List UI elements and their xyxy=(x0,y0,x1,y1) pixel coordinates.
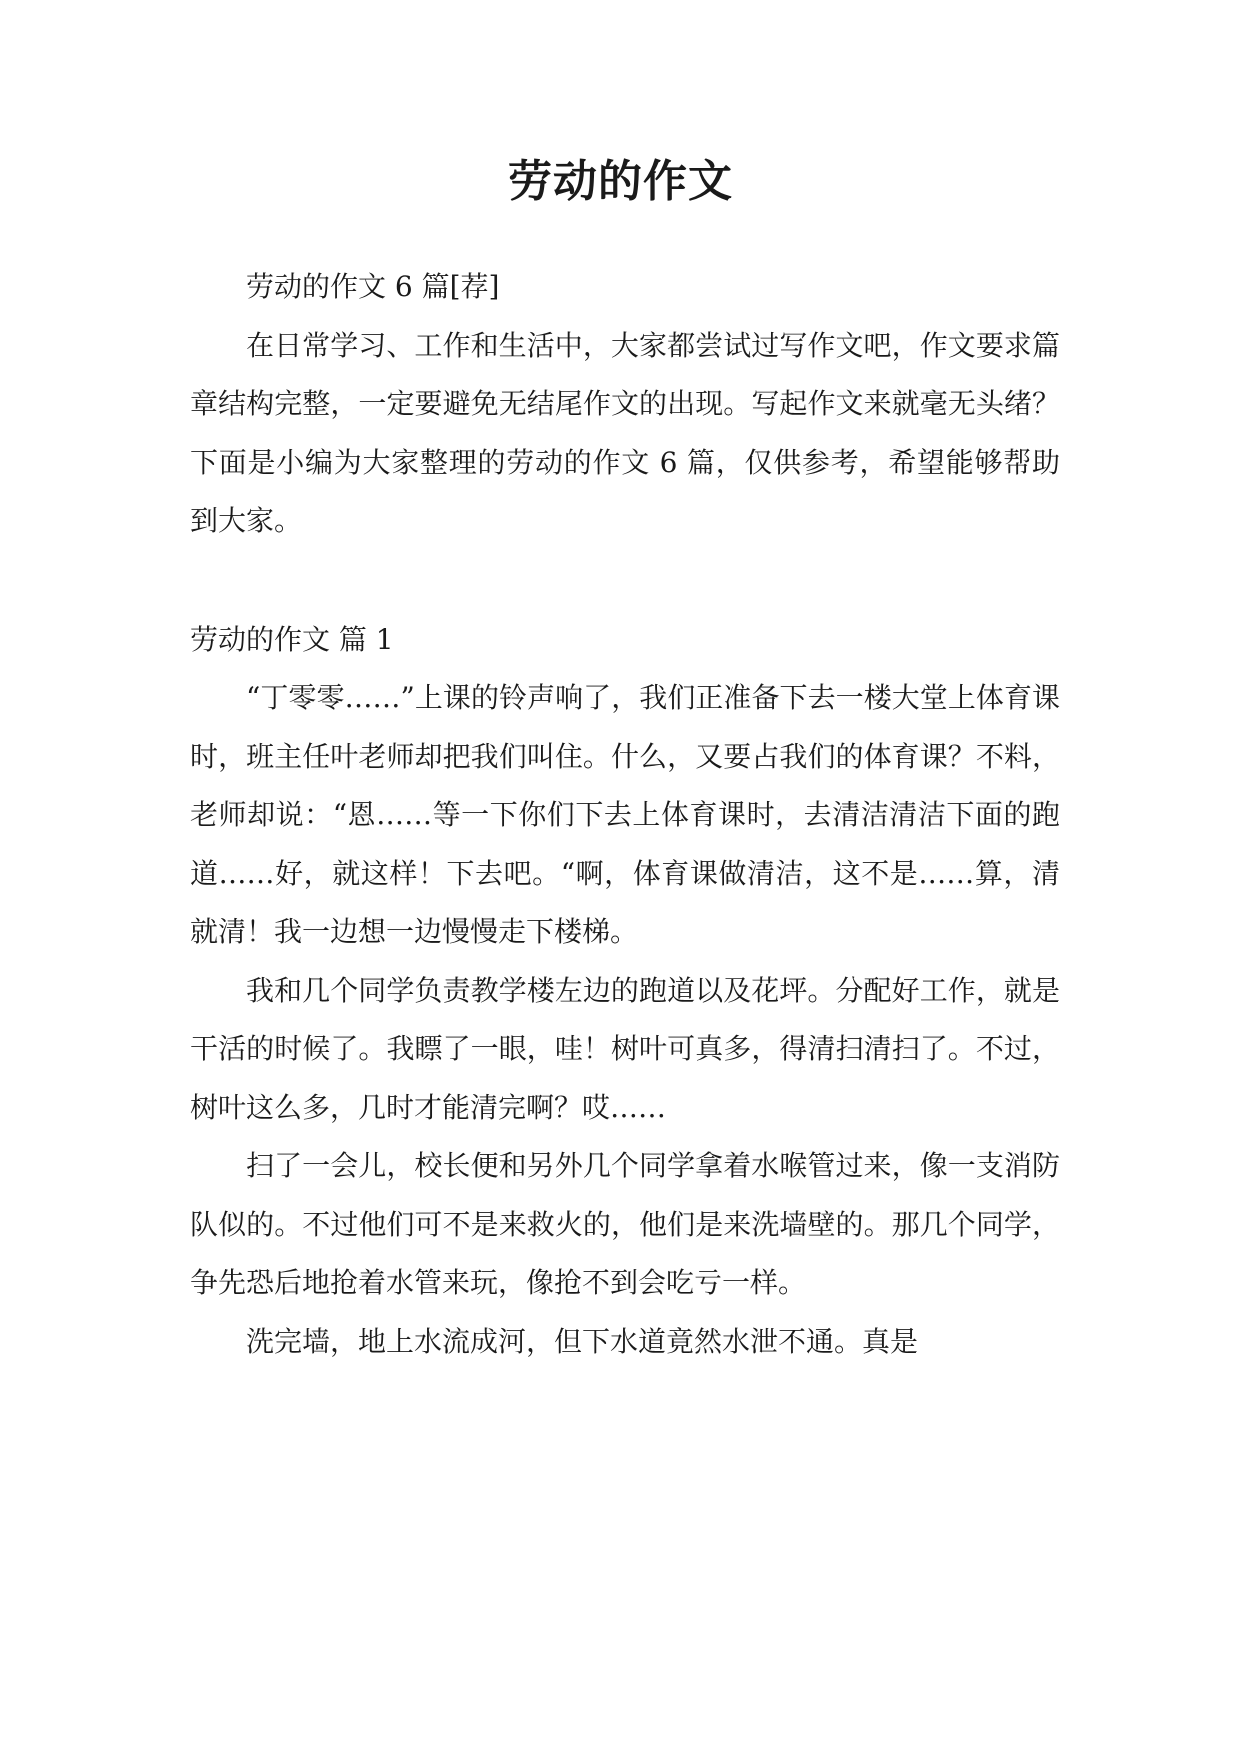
section-heading: 劳动的作文 篇 1 xyxy=(190,622,394,656)
intro-paragraph: 在日常学习、工作和生活中，大家都尝试过写作文吧，作文要求篇章结构完整，一定要避免无结尾作文的出现。写起作文来就毫无头绪？下面是小编为大家整理的劳动的作文 6 篇，仅供参考，希望能够帮助到大家。 xyxy=(190,328,1060,537)
section-gap xyxy=(190,551,1060,611)
document-title: 劳动的作文 xyxy=(508,156,733,207)
document-subtitle: 劳动的作文 6 篇[荐] xyxy=(246,270,500,303)
body-paragraph: 洗完墙，地上水流成河，但下水道竟然水泄不通。真是 xyxy=(246,1324,919,1358)
body-paragraph: 我和几个同学负责教学楼左边的跑道以及花坪。分配好工作，就是干活的时候了。我瞟了一眼，哇！树叶可真多，得清扫清扫了。不过，树叶这么多，几时才能清完啊？哎…… xyxy=(190,973,1060,1124)
body-paragraph: “丁零零……”上课的铃声响了，我们正准备下去一楼大堂上体育课时，班主任叶老师却把我们叫住。什么，又要占我们的体育课？不料，老师却说：“恩……等一下你们下去上体育课时，去清洁清洁下面的跑道……好，就这样！下去吧。“啊，体育课做清洁，这不是……算，清就清！我一边想一边慢慢走下楼梯。 xyxy=(190,681,1060,948)
document-body xyxy=(190,258,1060,1371)
body-paragraph: 扫了一会儿，校长便和另外几个同学拿着水喉管过来，像一支消防队似的。不过他们可不是来救火的，他们是来洗墙壁的。那几个同学，争先恐后地抢着水管来玩，像抢不到会吃亏一样。 xyxy=(190,1149,1060,1299)
